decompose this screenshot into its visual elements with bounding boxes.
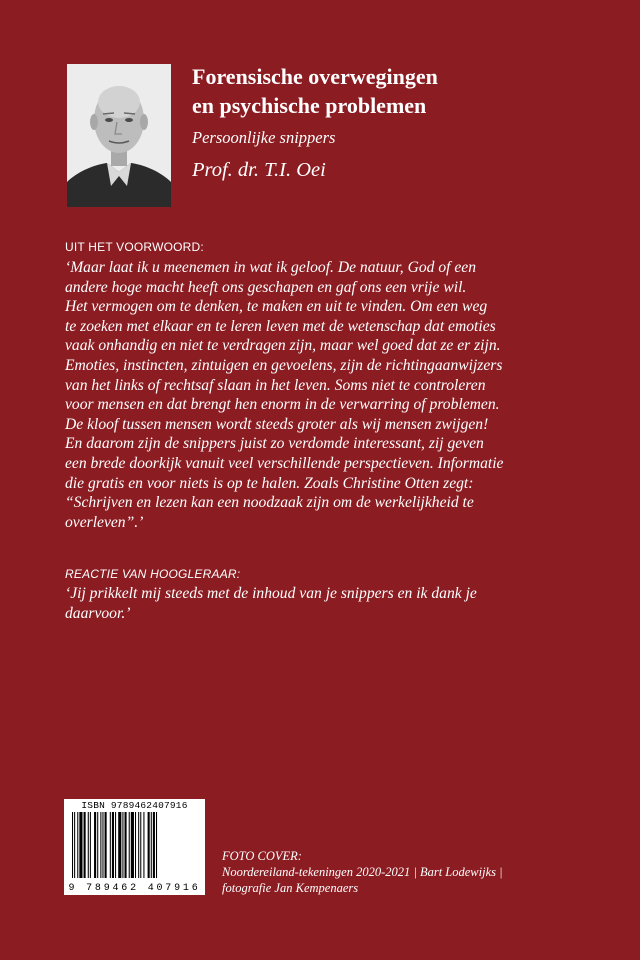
barcode-bar (115, 812, 116, 878)
barcode-bar (129, 812, 130, 878)
credits-line: Noordereiland-tekeningen 2020-2021 | Bart Lodewijks | (222, 865, 503, 879)
credits-line: fotografie Jan Kempenaers (222, 881, 359, 895)
barcode-bar (90, 812, 91, 878)
isbn-barcode (64, 799, 205, 895)
barcode-bar (153, 812, 155, 878)
barcode-bar (102, 812, 103, 878)
book-author: Prof. dr. T.I. Oei (192, 159, 326, 181)
barcode-bar (110, 812, 111, 878)
foreword-line: “Schrijven en lezen kan een noodzaak zijn om de werkelijkheid te (65, 494, 474, 512)
foreword-line: overleven”.’ (65, 513, 144, 531)
title-line: Forensische overwegingen (192, 64, 438, 89)
foreword-line: De kloof tussen mensen wordt steeds groter als wij mensen zwijgen! (65, 415, 489, 433)
foreword-line: andere hoge macht heeft ons geschapen en gaf ons een vrije wil. (65, 278, 467, 296)
barcode-bar (156, 812, 157, 878)
barcode-bar (143, 812, 144, 878)
foreword-line: Het vermogen om te denken, te maken en uit te vinden. Om een weg (65, 298, 488, 316)
cover-credits (222, 848, 503, 896)
barcode-bar (88, 812, 89, 878)
barcode-bar (105, 812, 107, 878)
reaction-line: daarvoor.’ (65, 604, 131, 622)
barcode-bar (97, 812, 98, 878)
foreword-line: vaak onhandig en niet te verdragen zijn, maar wel goed dat ze er zijn. (65, 337, 501, 355)
foreword-heading: UIT HET VOORWOORD: (65, 240, 204, 254)
barcode-bar (148, 812, 150, 878)
barcode-bar (112, 812, 114, 878)
foreword-line: En daarom zijn de snippers juist zo verdomde interessant, zij geven (65, 435, 484, 453)
barcode-bar (74, 812, 75, 878)
foreword-text (65, 258, 585, 532)
book-title (192, 62, 612, 120)
isbn-digits: 9 789462 407916 (68, 883, 201, 894)
foreword-line: die gratis en voor niets is op te halen. Zoals Christine Otten zegt: (65, 474, 474, 492)
title-line: en psychische problemen (192, 93, 427, 118)
barcode-bar (84, 812, 86, 878)
foreword-line: ‘Maar laat ik u meenemen in wat ik geloof. De natuur, God of een (65, 259, 476, 276)
foreword-line: voor mensen en dat brengt hen enorm in de verwarring of problemen. (65, 396, 500, 414)
reaction-line: ‘Jij prikkelt mij steeds met de inhoud van je snippers en ik dank je (65, 585, 477, 602)
barcode-bar (100, 812, 101, 878)
barcode-bars-icon (70, 812, 199, 878)
barcode-bar (125, 812, 127, 878)
isbn-label: ISBN 9789462407916 (81, 800, 188, 811)
barcode-bar (131, 812, 134, 878)
barcode-bar (122, 812, 123, 878)
barcode-bar (94, 812, 96, 878)
author-portrait-icon (67, 64, 171, 207)
foreword-line: Emoties, instincten, zintuigen en gevoelens, zijn de richtingaanwijzers (65, 356, 503, 374)
foreword-line: te zoeken met elkaar en te leren leven met de wetenschap dat emoties (65, 317, 496, 335)
book-subtitle: Persoonlijke snippers (192, 128, 336, 147)
barcode-bar (135, 812, 136, 878)
barcode-bar (140, 812, 141, 878)
reaction-text (65, 584, 585, 623)
barcode-bar (118, 812, 121, 878)
foreword-line: een brede doorkijk vanuit veel verschillende perspectieven. Informatie (65, 454, 504, 472)
credits-line: FOTO COVER: (222, 849, 302, 863)
foreword-line: van het links of rechtsaf slaan in het leven. Soms niet te controleren (65, 376, 486, 394)
barcode-bar (77, 812, 78, 878)
barcode-bar (151, 812, 152, 878)
barcode-bar (72, 812, 73, 878)
reaction-heading: REACTIE VAN HOOGLERAAR: (65, 567, 241, 581)
barcode-bar (79, 812, 82, 878)
barcode-bar (138, 812, 139, 878)
author-photo (67, 64, 171, 207)
